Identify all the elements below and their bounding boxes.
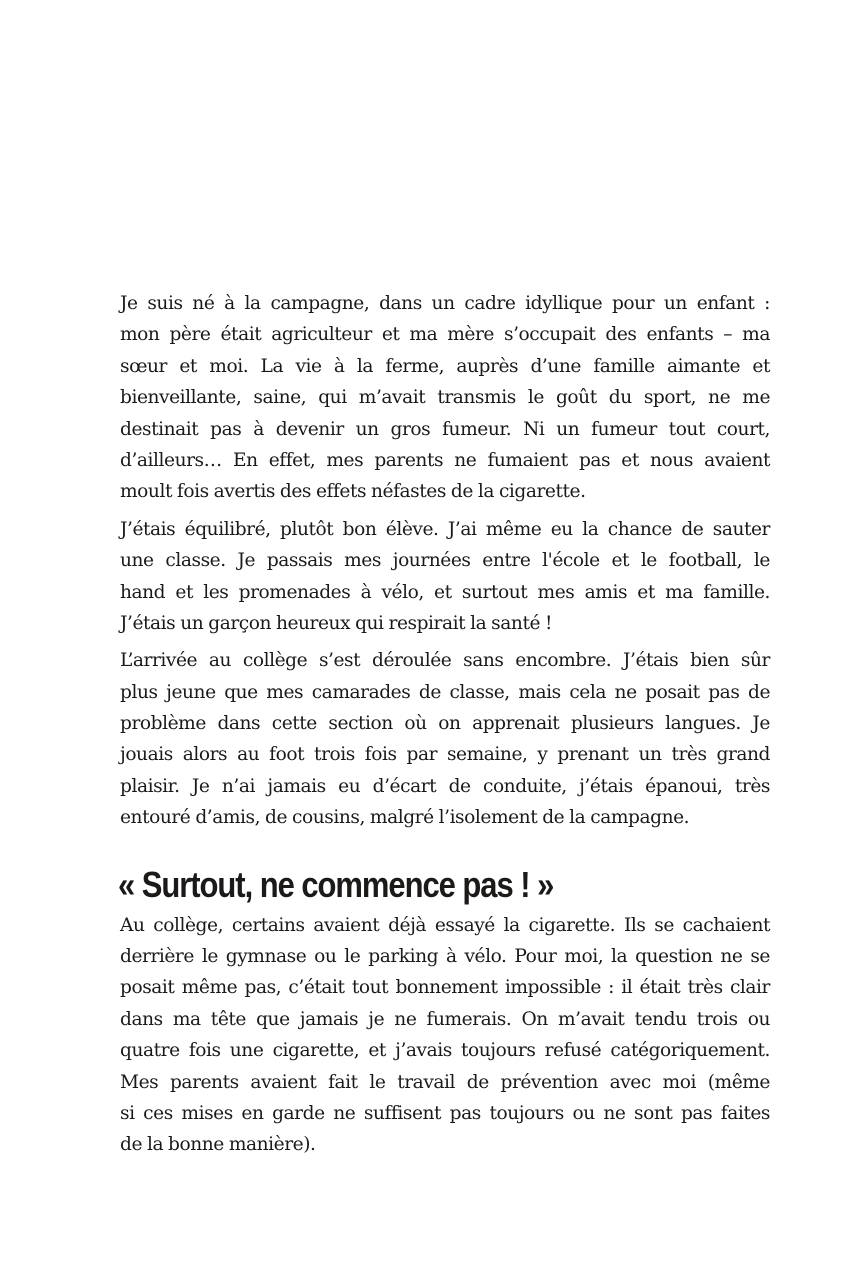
book-page <box>120 288 770 1167</box>
text-line: L’arrivée au collège s’est déroulée sans encombre. J’étais bien sûr <box>120 650 770 672</box>
text-line: moult fois avertis des effets néfastes de la cigarette. <box>120 481 586 503</box>
text-line: Mes parents avaient fait le travail de prévention avec moi (même <box>120 1071 770 1093</box>
text-line: posait même pas, c’était tout bonnement impossible : il était très clair <box>120 977 770 999</box>
text-line: bienveillante, saine, qui m’avait transmis le goût du sport, ne me <box>120 387 770 409</box>
text-line: derrière le gymnase ou le parking à vélo. Pour moi, la question ne se <box>120 946 770 968</box>
text-line: quatre fois une cigarette, et j’avais toujours refusé catégoriquement. <box>120 1040 770 1062</box>
text-line: Au collège, certains avaient déjà essayé la cigarette. Ils se cachaient <box>120 914 770 936</box>
text-line: plus jeune que mes camarades de classe, mais cela ne posait pas de <box>120 681 770 703</box>
text-line: J’étais un garçon heureux qui respirait la santé ! <box>120 612 552 634</box>
text-line: destinait pas à devenir un gros fumeur. Ni un fumeur tout court, <box>120 418 770 440</box>
paragraph-school <box>120 514 770 640</box>
text-line: problème dans cette section où on apprenait plusieurs langues. Je <box>120 713 770 735</box>
text-line: plaisir. Je n’ai jamais eu d’écart de conduite, j’étais épanoui, très <box>120 775 770 797</box>
paragraph-college-cigarette <box>120 910 770 1161</box>
text-line: une classe. Je passais mes journées entre l'école et le football, le <box>120 550 770 572</box>
text-line: J’étais équilibré, plutôt bon élève. J’ai même eu la chance de sauter <box>120 518 770 540</box>
text-line: mon père était agriculteur et ma mère s’occupait des enfants – ma <box>120 324 770 346</box>
text-line: si ces mises en garde ne suffisent pas toujours ou ne sont pas faites <box>120 1102 770 1124</box>
text-line: de la bonne manière). <box>120 1134 316 1156</box>
paragraph-childhood <box>120 288 770 508</box>
text-line: jouais alors au foot trois fois par semaine, y prenant un très grand <box>120 744 770 766</box>
text-line: sœur et moi. La vie à la ferme, auprès d’une famille aimante et <box>120 355 770 377</box>
text-line: d’ailleurs… En effet, mes parents ne fumaient pas et nous avaient <box>120 449 770 471</box>
paragraph-college-arrival <box>120 645 770 833</box>
text-line: dans ma tête que jamais je ne fumerais. On m’avait tendu trois ou <box>120 1008 770 1030</box>
text-line: hand et les promenades à vélo, et surtout mes amis et ma famille. <box>120 581 770 603</box>
text-line: entouré d’amis, de cousins, malgré l’isolement de la campagne. <box>120 807 690 829</box>
section-heading: « Surtout, ne commence pas ! » <box>118 863 554 905</box>
text-line: Je suis né à la campagne, dans un cadre idyllique pour un enfant : <box>120 293 770 314</box>
